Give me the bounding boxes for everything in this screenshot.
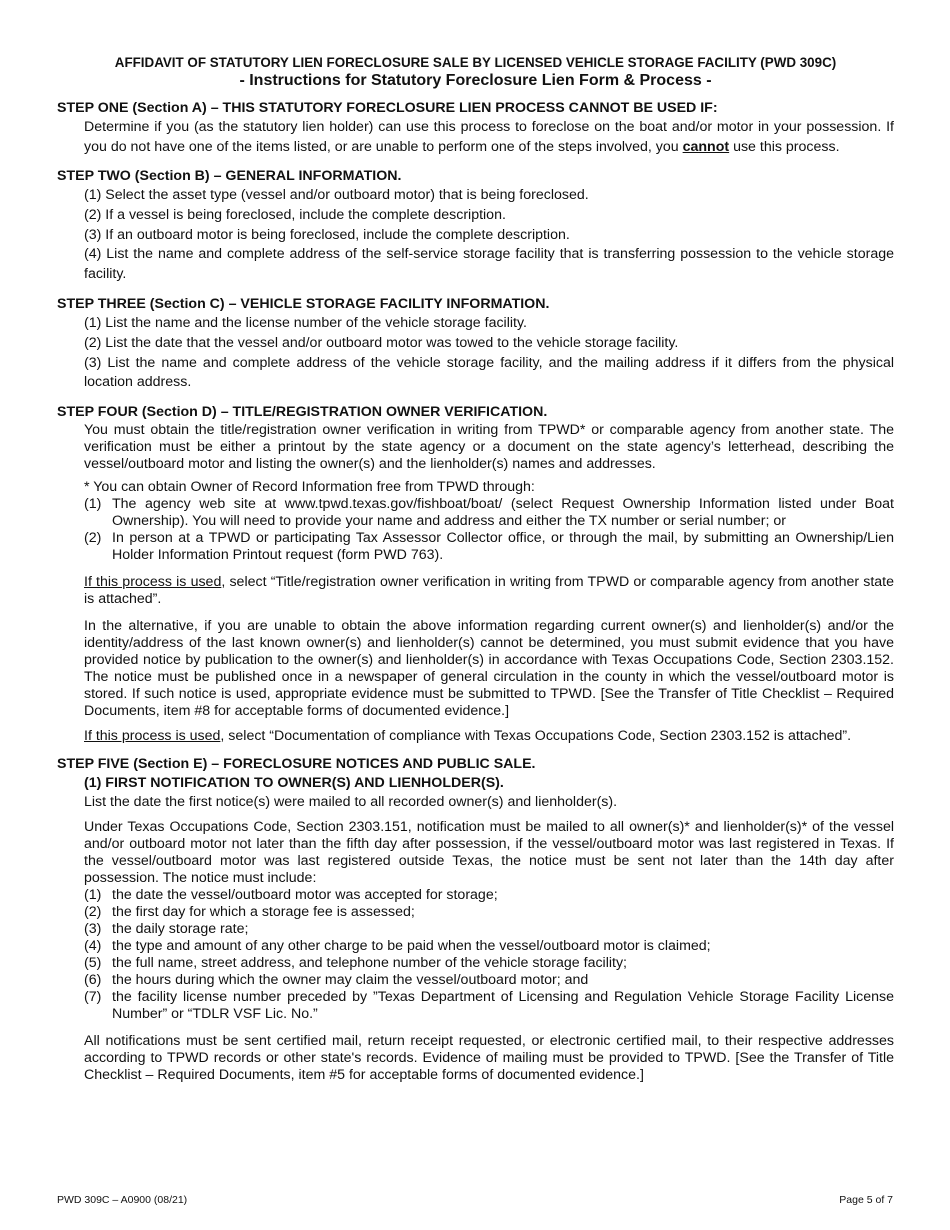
notification-requirements-text: Under Texas Occupations Code, Section 2303.151, notification must be mailed to all owner(s)* and lienholder(s)* of the vessel and/or outboard motor not later than the fifth day after possession, if the vessel/outboard motor was last registered in Texas. If the vessel/outboard motor was last registered outside Texas, the notice must be sent not later than the 14th day after possession. The notice must include: [84, 818, 894, 886]
step-three-item: (1) List the name and the license number of the vehicle storage facility. [84, 314, 527, 331]
notice-requirement-item: (4) the type and amount of any other charge to be paid when the vessel/outboard motor is claimed; [84, 937, 711, 954]
notice-requirement-item: (2) the first day for which a storage fee is assessed; [84, 903, 415, 920]
form-id-footer: PWD 309C – A0900 (08/21) [57, 1194, 188, 1206]
notice-requirement-item: (7) the facility license number preceded by ”Texas Department of Licensing and Regulation Vehicle Storage Facility License Number” or “TDLR VSF Lic. No.” [84, 988, 894, 1022]
form-subtitle: - Instructions for Statutory Foreclosure Lien Form & Process - [239, 72, 712, 89]
step-four-note: * You can obtain Owner of Record Information free from TPWD through: [84, 479, 535, 496]
step-four-alternative-text: In the alternative, if you are unable to obtain the above information regarding current owner(s) and lienholder(s) and/or the identity/address of the last known owner(s) and lienholder(s) cannot be determined, you must submit evidence that you have provided notice by publication to the owner(s) and lienholder(s) in accordance with Texas Occupations Code, Section 2303.152. The notice must be published once in a newspaper of general circulation in the county in which the vessel/outboard motor is stored. If such notice is used, appropriate evidence must be submitted to TPWD. [See the Transfer of Title Checklist – Required Documents, item #8 for acceptable forms of documented evidence.] [84, 618, 894, 720]
step-four-option: (2) In person at a TPWD or participating Tax Assessor Collector office, or through the mail, by submitting an Ownership/Lien Holder Information Printout request (form PWD 763). [84, 530, 894, 564]
step-two-item: (4) List the name and complete address of the self-service storage facility that is transferring possession to the vehicle storage facility. [84, 246, 894, 283]
first-notification-instruction: List the date the first notice(s) were mailed to all recorded owner(s) and lienholder(s). [84, 794, 618, 811]
step-three-item: (2) List the date that the vessel and/or outboard motor was towed to the vehicle storage facility. [84, 334, 679, 351]
step-one-heading: STEP ONE (Section A) – THIS STATUTORY FORECLOSURE LIEN PROCESS CANNOT BE USED IF: [57, 100, 718, 116]
document-page [57, 55, 894, 1084]
notice-requirement-item: (5) the full name, street address, and telephone number of the vehicle storage facility; [84, 954, 627, 971]
step-three-heading: STEP THREE (Section C) – VEHICLE STORAGE FACILITY INFORMATION. [57, 295, 550, 312]
step-four-verification-text: You must obtain the title/registration owner verification in writing from TPWD* or comparable agency from another state. The verification must be either a printout by the state agency or a document on the state agency’s letterhead, describing the vessel/outboard motor and listing the owner(s) and the lienholder(s) names and addresses. [84, 422, 894, 473]
step-four-process-compliance: If this process is used, select “Documentation of compliance with Texas Occupations Code, Section 2303.152 is attached”. [84, 728, 852, 745]
cannot-emphasis: cannot [682, 138, 730, 155]
step-four-option: (1) The agency web site at www.tpwd.texas.gov/fishboat/boat/ (select Request Ownership Information listed under Boat Ownership). You will need to provide your name and address and either the TX number or serial number; or [84, 496, 894, 530]
notice-requirement-item: (6) the hours during which the owner may claim the vessel/outboard motor; and [84, 971, 589, 988]
step-two-item: (2) If a vessel is being foreclosed, include the complete description. [84, 206, 506, 223]
step-three-item: (3) List the name and complete address of the vehicle storage facility, and the mailing address if it differs from the physical location address. [84, 354, 894, 391]
page-number-footer: Page 5 of 7 [839, 1194, 893, 1206]
step-two-heading: STEP TWO (Section B) – GENERAL INFORMATION. [57, 168, 402, 184]
step-two-item: (1) Select the asset type (vessel and/or outboard motor) that is being foreclosed. [84, 187, 589, 203]
step-two-item: (3) If an outboard motor is being foreclosed, include the complete description. [84, 226, 570, 243]
step-five-heading: STEP FIVE (Section E) – FORECLOSURE NOTICES AND PUBLIC SALE. [57, 756, 536, 773]
step-four-heading: STEP FOUR (Section D) – TITLE/REGISTRATION OWNER VERIFICATION. [57, 404, 548, 421]
step-four-process-verification: If this process is used, select “Title/registration owner verification in writing from TPWD or comparable agency from another state is attached”. [84, 574, 895, 608]
mailing-evidence-text: All notifications must be sent certified mail, return receipt requested, or electronic certified mail, to their respective addresses according to TPWD records or other state's records. Evidence of mailing must be provided to TPWD. [See the Transfer of Title Checklist – Required Documents, item #5 for acceptable forms of documented evidence.] [84, 1032, 894, 1083]
first-notification-heading: (1) FIRST NOTIFICATION TO OWNER(S) AND LIENHOLDER(S). [84, 775, 504, 792]
notice-requirement-item: (3) the daily storage rate; [84, 920, 249, 937]
notice-requirement-item: (1) the date the vessel/outboard motor was accepted for storage; [84, 886, 498, 903]
form-title: AFFIDAVIT OF STATUTORY LIEN FORECLOSURE SALE BY LICENSED VEHICLE STORAGE FACILITY (PWD 309C) [114, 55, 837, 70]
step-one-text: Determine if you (as the statutory lien holder) can use this process to foreclose on the boat and/or motor in your possession. If you do not have one of the items listed, or are unable to perform one of the steps involved, you cannot use this process. [84, 119, 894, 155]
